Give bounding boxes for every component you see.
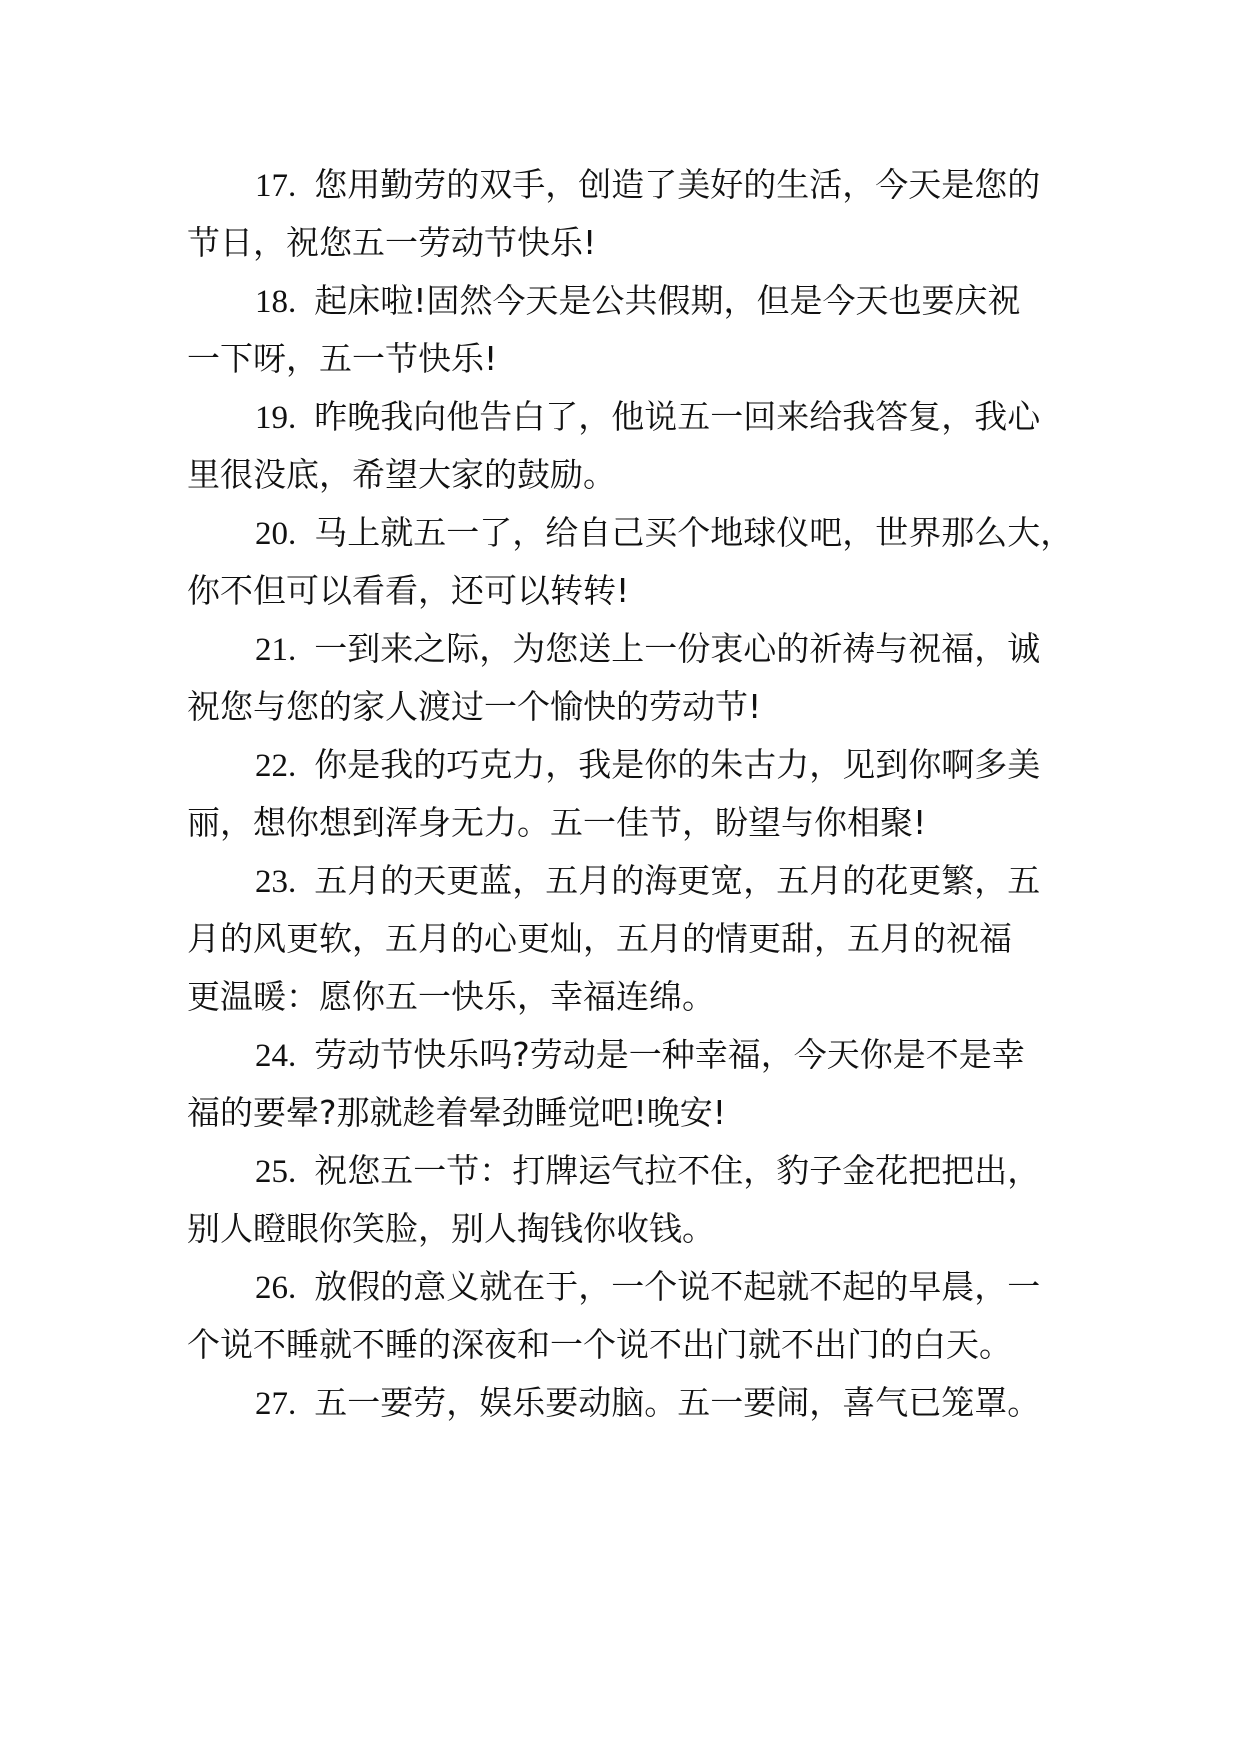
paragraph-26-text-1: 放假的意义就在于，一个说不起就不起的早晨，一 bbox=[314, 1267, 1041, 1306]
paragraph-18-line-1 bbox=[255, 276, 1155, 326]
paragraph-20-text-1: 马上就五一了，给自己买个地球仪吧，世界那么大， bbox=[314, 513, 1074, 552]
paragraph-20-line-1 bbox=[255, 508, 1155, 558]
paragraph-21-text-2: 祝您与您的家人渡过一个愉快的劳动节! bbox=[187, 687, 762, 726]
paragraph-19-line-1 bbox=[255, 392, 1155, 442]
paragraph-17-text-2: 节日，祝您五一劳动节快乐! bbox=[187, 223, 597, 262]
paragraph-23-text-3: 更温暖：愿你五一快乐，幸福连绵。 bbox=[187, 977, 715, 1016]
paragraph-18-text-2: 一下呀，五一节快乐! bbox=[187, 339, 498, 378]
paragraph-19-text-1: 昨晚我向他告白了，他说五一回来给我答复，我心 bbox=[314, 397, 1041, 436]
paragraph-26-number: 26. bbox=[255, 1270, 297, 1306]
paragraph-21-line-2 bbox=[187, 682, 1087, 732]
paragraph-25-line-1 bbox=[255, 1146, 1155, 1196]
paragraph-22-number: 22. bbox=[255, 748, 297, 784]
paragraph-23-number: 23. bbox=[255, 864, 297, 900]
paragraph-19-line-2 bbox=[187, 450, 1087, 500]
paragraph-22-text-2: 丽，想你想到浑身无力。五一佳节，盼望与你相聚! bbox=[187, 803, 927, 842]
paragraph-27-number: 27. bbox=[255, 1386, 297, 1422]
paragraph-24-line-2 bbox=[187, 1088, 1087, 1138]
paragraph-25-text-2: 别人瞪眼你笑脸，别人掏钱你收钱。 bbox=[187, 1209, 715, 1248]
paragraph-26-text-2: 个说不睡就不睡的深夜和一个说不出门就不出门的白天。 bbox=[187, 1325, 1012, 1364]
paragraph-25-number: 25. bbox=[255, 1154, 297, 1190]
paragraph-19-text-2: 里很没底，希望大家的鼓励。 bbox=[187, 455, 616, 494]
paragraph-17-line-2 bbox=[187, 218, 1087, 268]
paragraph-23-text-1: 五月的天更蓝，五月的海更宽，五月的花更繁，五 bbox=[314, 861, 1041, 900]
paragraph-23-line-2 bbox=[187, 914, 1087, 964]
paragraph-18-line-2 bbox=[187, 334, 1087, 384]
paragraph-17-number: 17. bbox=[255, 168, 297, 204]
paragraph-22-text-1: 你是我的巧克力，我是你的朱古力，见到你啊多美 bbox=[314, 745, 1041, 784]
paragraph-22-line-1 bbox=[255, 740, 1155, 790]
paragraph-24-number: 24. bbox=[255, 1038, 297, 1074]
paragraph-21-number: 21. bbox=[255, 632, 297, 668]
paragraph-27-line-1 bbox=[255, 1378, 1155, 1428]
paragraph-25-line-2 bbox=[187, 1204, 1087, 1254]
paragraph-20-text-2: 你不但可以看看，还可以转转! bbox=[187, 571, 630, 610]
paragraph-17-text-1: 您用勤劳的双手，创造了美好的生活，今天是您的 bbox=[314, 165, 1041, 204]
paragraph-26-line-2 bbox=[187, 1320, 1087, 1370]
paragraph-23-line-3 bbox=[187, 972, 1087, 1022]
paragraph-20-number: 20. bbox=[255, 516, 297, 552]
paragraph-24-text-1: 劳动节快乐吗?劳动是一种幸福，今天你是不是幸 bbox=[314, 1035, 1025, 1074]
paragraph-18-text-1: 起床啦!固然今天是公共假期，但是今天也要庆祝 bbox=[314, 281, 1021, 320]
paragraph-24-text-2: 福的要晕?那就趁着晕劲睡觉吧!晚安! bbox=[187, 1093, 726, 1132]
paragraph-19-number: 19. bbox=[255, 400, 297, 436]
paragraph-18-number: 18. bbox=[255, 284, 297, 320]
paragraph-22-line-2 bbox=[187, 798, 1087, 848]
paragraph-25-text-1: 祝您五一节：打牌运气拉不住，豹子金花把把出， bbox=[314, 1151, 1041, 1190]
paragraph-24-line-1 bbox=[255, 1030, 1155, 1080]
paragraph-20-line-2 bbox=[187, 566, 1087, 616]
paragraph-23-text-2: 月的风更软，五月的心更灿，五月的情更甜，五月的祝福 bbox=[187, 919, 1012, 958]
paragraph-21-line-1 bbox=[255, 624, 1155, 674]
paragraph-26-line-1 bbox=[255, 1262, 1155, 1312]
paragraph-23-line-1 bbox=[255, 856, 1155, 906]
paragraph-27-text-1: 五一要劳，娱乐要动脑。五一要闹，喜气已笼罩。 bbox=[314, 1383, 1041, 1422]
paragraph-21-text-1: 一到来之际，为您送上一份衷心的祈祷与祝福，诚 bbox=[314, 629, 1041, 668]
paragraph-17-line-1 bbox=[255, 160, 1155, 210]
